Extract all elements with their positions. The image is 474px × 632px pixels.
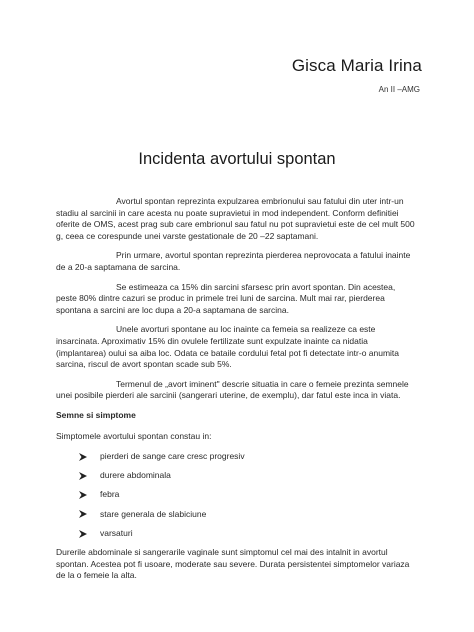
list-item-label: stare generala de slabiciune xyxy=(100,508,207,519)
list-item-label: durere abdominala xyxy=(100,470,171,481)
arrowhead-bullet-icon xyxy=(78,529,88,539)
arrowhead-bullet-icon xyxy=(78,509,88,519)
arrowhead-bullet-icon xyxy=(78,490,88,500)
arrowhead-bullet-icon xyxy=(78,452,88,462)
list-item-label: febra xyxy=(100,489,120,500)
paragraph: Avortul spontan reprezinta expulzarea embrionului sau fatului din uter intr-un stadiu al sarcinii in care acesta nu poate supravietui in mod independent. Conform definitiei oferite de OMS, acest prag sub care embrionul sau fatul nu pot supravietui este de cel mult 500 g, ceea ce corespunde unei varste gestationale de 20 –22 saptamani. xyxy=(56,196,415,241)
author-name: Gisca Maria Irina xyxy=(291,56,422,75)
list-item xyxy=(78,470,418,482)
list-item-label: varsaturi xyxy=(100,527,133,538)
paragraph: Durerile abdominale si sangerarile vaginale sunt simptomul cel mai des intalnit in avortul spontan. Acestea pot fi usoare, moderate sau severe. Durata persistentei simptomelor variaza de la o femeie la alta. xyxy=(56,547,410,581)
list-item-label: pierderi de sange care cresc progresiv xyxy=(100,451,245,462)
list-item xyxy=(78,451,418,463)
paragraph: Prin urmare, avortul spontan reprezinta pierderea neprovocata a fatului inainte de a 20-a saptamana de sarcina. xyxy=(56,250,411,272)
paragraph: Termenul de „avort iminent" descrie situatia in care o femeie prezinta semnele unei posibile pierderi ale sarcinii (sangerari uterine, de exemplu), dar fatul este inca in viata. xyxy=(56,378,409,401)
class-line: An II –AMG xyxy=(378,85,420,94)
paragraph: Unele avorturi spontane au loc inainte ca femeia sa realizeze ca este insarcinata. Aproximativ 15% din ovulele fertilizate sunt expulzate inainte ca nidatia (implantarea) oului sa aiba loc. Odata ce bataile cordului fetal pot fi detectate intr-o anumita sarcina, riscul de avort spontan scade sub 5%. xyxy=(56,324,400,370)
paragraph: Se estimeaza ca 15% din sarcini sfarsesc prin avort spontan. Din acestea, peste 80% dintre cazuri se produc in primele trei luni de sarcina. Mult mai rar, pierderea spontana a sarcini are loc dupa a 20-a saptamana de sarcina. xyxy=(56,281,396,315)
document-body xyxy=(56,196,418,590)
document-title: Incidenta avortului spontan xyxy=(138,150,336,168)
list-item xyxy=(78,489,418,501)
arrowhead-bullet-icon xyxy=(78,471,88,481)
section-heading: Semne si simptome xyxy=(56,409,136,420)
list-item xyxy=(78,528,418,540)
section-intro: Simptomele avortului spontan constau in: xyxy=(56,430,212,441)
list-item xyxy=(78,509,418,521)
symptom-list xyxy=(56,451,418,539)
